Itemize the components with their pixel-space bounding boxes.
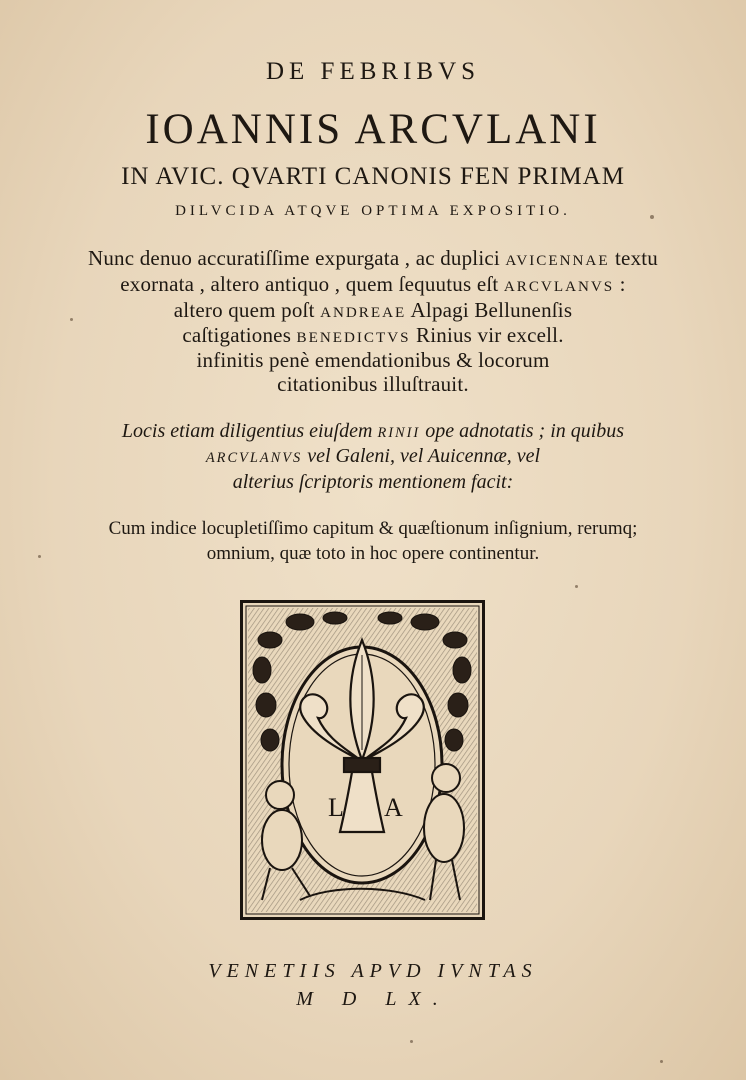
index-note-line-1: Cum indice locupletiſſimo capitum & quæſtionum inſignium, rerumq; [108, 518, 638, 539]
title-line-4: DILVCIDA ATQVE OPTIMA EXPOSITIO. [175, 203, 571, 219]
description-line-5: infinitis penè emendationibus & locorum [196, 348, 550, 372]
imprint-place: VENETIIS APVD IVNTAS [208, 960, 538, 982]
description-line-3: altero quem poſt ANDREAE Alpagi Bellunenſis [173, 298, 573, 322]
title-line-1: DE FEBRIBVS [265, 58, 481, 85]
italic-note-line-1: Locis etiam diligentius eiuſdem RINII ope adnotatis ; in quibus [121, 420, 625, 442]
italic-note-line-3: alterius ſcriptoris mentionem facit: [232, 471, 514, 493]
mark-letter-right: A [384, 793, 403, 822]
paper-speck [410, 1040, 413, 1043]
description-line-1: Nunc denuo accuratiſſime expurgata , ac duplici AVICENNAE textu [87, 246, 659, 270]
imprint-year: M D LX. [296, 988, 450, 1010]
title-line-3: IN AVIC. QVARTI CANONIS FEN PRIMAM [121, 163, 625, 190]
author-name: IOANNIS ARCVLANI [145, 106, 601, 153]
italic-note-line-2: ARCVLANVS vel Galeni, vel Auicennæ, vel [205, 445, 541, 467]
paper-speck [650, 215, 654, 219]
index-note-line-2: omnium, quæ toto in hoc opere continentur. [206, 543, 540, 564]
description-line-4: caſtigationes BENEDICTVS Rinius vir excell. [182, 323, 564, 347]
description-line-6: citationibus illuſtrauit. [277, 372, 469, 396]
printers-mark-woodcut [240, 600, 485, 920]
paper-speck [38, 555, 41, 558]
mark-letter-left: L [328, 793, 344, 822]
paper-speck [575, 585, 578, 588]
paper-speck [660, 1060, 663, 1063]
description-line-2: exornata , altero antiquo , quem ſequutus eſt ARCVLANVS : [120, 272, 626, 296]
paper-speck [70, 318, 73, 321]
